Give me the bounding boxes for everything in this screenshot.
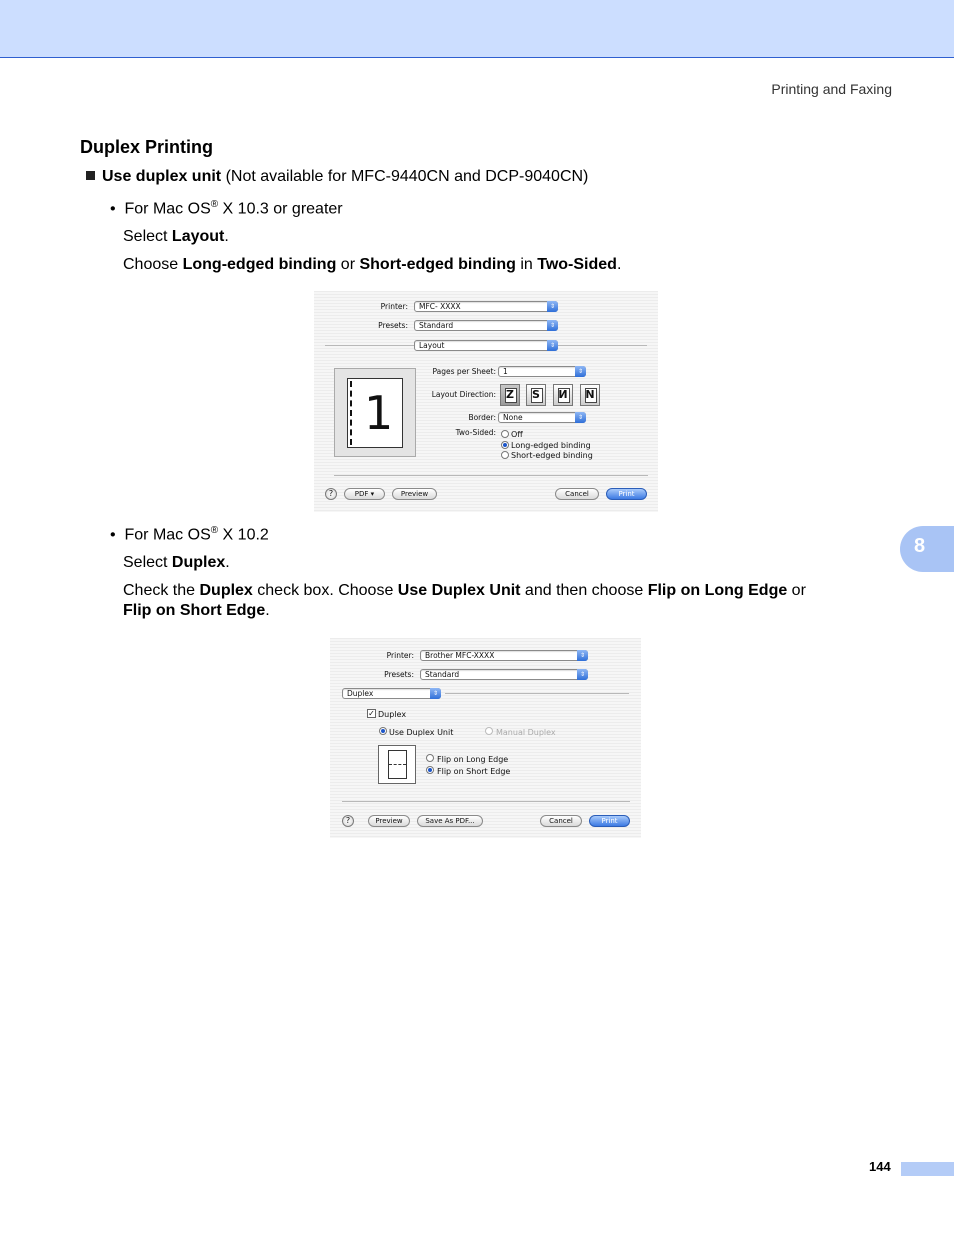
text: or [787,582,806,599]
direction-glyph: Z [506,388,514,401]
text: in [515,256,538,273]
mac102-select [123,554,230,572]
mac102-check-line1 [123,582,806,600]
binding-edge [350,381,352,445]
bold-term: Flip on Short Edge [123,602,266,619]
bold-term: Duplex [171,554,226,571]
stepper-arrows-icon: ⇕ [575,412,586,423]
duplex-preview-box [378,745,416,784]
printer-value: Brother MFC-XXXX [425,651,495,660]
presets-value: Standard [419,321,454,330]
short-edged-binding-radio[interactable] [501,451,509,459]
stepper-arrows-icon: ⇕ [577,669,588,680]
stepper-arrows-icon: ⇕ [575,366,586,377]
presets-label: Presets: [378,321,408,330]
stepper-arrows-icon: ⇕ [547,301,558,312]
bold-term: Long-edged binding [182,256,337,273]
two-sided-label: Two-Sided: [455,428,496,437]
intro-rest: (Not available for MFC-9440CN and DCP-9040CN) [221,168,589,185]
mac103-select [123,228,229,246]
print-dialog-layout [314,291,658,512]
flip-long-edge-label: Flip on Long Edge [437,755,509,764]
flip-short-edge-radio[interactable] [426,766,434,774]
os-prefix: For Mac OS [124,200,211,218]
text: Check the [123,582,200,599]
printer-popup[interactable] [420,650,588,661]
bullet: • [110,200,116,218]
square-bullet-icon [86,171,95,180]
use-duplex-unit-label: Use Duplex Unit [389,728,454,737]
section-title: Duplex Printing [80,137,214,157]
bold-term: Two-Sided [537,256,617,273]
intro-bold: Use duplex unit [102,168,222,185]
os-suffix: X 10.2 [218,526,269,544]
flip-short-edge-label: Flip on Short Edge [437,767,511,776]
mac103-choose [123,256,621,274]
text: Select [123,228,172,245]
two-sided-off-radio[interactable] [501,430,509,438]
pps-value: 1 [503,367,508,376]
registered-mark: ® [210,525,219,536]
fold-line [389,764,406,765]
bold-term: Flip on Long Edge [647,582,788,599]
pages-per-sheet-popup[interactable] [498,366,586,377]
text: . [225,554,230,571]
os-prefix: For Mac OS [124,526,211,544]
stepper-arrows-icon: ⇕ [547,320,558,331]
text: and then choose [520,582,648,599]
preview-box [334,368,416,457]
text: . [224,228,229,245]
bold-term: Use Duplex Unit [397,582,521,599]
print-button[interactable]: Print [606,488,647,500]
page-number-bar [901,1162,954,1176]
bold-term: Short-edged binding [359,256,516,273]
manual-duplex-radio[interactable] [485,727,493,735]
long-edged-label: Long-edged binding [511,441,591,450]
direction-z-button[interactable] [500,384,520,406]
flip-page-icon [388,750,407,779]
text: check box. Choose [252,582,398,599]
preview-page [347,378,403,448]
printer-popup[interactable] [414,301,558,312]
preview-button[interactable]: Preview [392,488,437,500]
bold-term: Duplex [199,582,253,599]
stepper-arrows-icon: ⇕ [577,650,588,661]
panel-value: Layout [419,341,445,350]
help-button[interactable]: ? [342,815,354,827]
flip-long-edge-radio[interactable] [426,754,434,762]
manual-duplex-label: Manual Duplex [496,728,556,737]
off-label: Off [511,430,523,439]
direction-glyph: И [558,388,568,401]
bullet: • [110,526,116,544]
registered-mark: ® [210,199,219,210]
preview-button[interactable]: Preview [368,815,410,827]
os-suffix: X 10.3 or greater [218,200,343,218]
bold-term: Layout [171,228,225,245]
pages-per-sheet-label: Pages per Sheet: [432,367,496,376]
chapter-number: 8 [914,535,926,557]
layout-direction-label: Layout Direction: [431,390,496,399]
direction-n-button[interactable] [580,384,600,406]
text: Choose [123,256,183,273]
mac102-check-line2 [123,602,270,620]
text: . [265,602,270,619]
printer-label: Printer: [380,302,408,311]
text: Select [123,554,172,571]
short-edged-label: Short-edged binding [511,451,593,460]
panel-popup[interactable] [342,688,441,699]
help-button[interactable]: ? [325,488,337,500]
print-button[interactable]: Print [589,815,630,827]
direction-glyph: S [532,388,540,401]
stepper-arrows-icon: ⇕ [430,688,441,699]
border-popup[interactable] [498,412,586,423]
presets-popup[interactable] [420,669,588,680]
panel-value: Duplex [347,689,374,698]
cancel-button[interactable]: Cancel [555,488,599,500]
stepper-arrows-icon: ⇕ [547,340,558,351]
pdf-button[interactable]: PDF ▾ [344,488,385,500]
use-duplex-unit-radio[interactable] [379,727,387,735]
duplex-checkbox[interactable]: ✓ [368,709,375,718]
border-label: Border: [468,413,496,422]
panel-popup[interactable] [414,340,558,351]
presets-value: Standard [425,670,460,679]
save-as-pdf-button[interactable]: Save As PDF... [417,815,483,827]
divider [342,801,630,802]
border-value: None [503,413,523,422]
print-dialog-duplex [330,638,641,838]
text: or [336,256,360,273]
long-edged-binding-radio[interactable] [501,441,509,449]
printer-value: MFC- XXXX [419,302,461,311]
direction-glyph: N [585,388,595,401]
divider [334,475,648,476]
text: . [616,256,622,273]
printer-label: Printer: [386,651,414,660]
page-number: 144 [869,1159,891,1174]
presets-label: Presets: [384,670,414,679]
cancel-button[interactable]: Cancel [540,815,582,827]
direction-s-button[interactable] [526,384,546,406]
duplex-checkbox-label: Duplex [378,710,407,719]
mac102-heading [110,525,269,544]
chapter-tab [900,526,954,572]
running-head: Printing and Faxing [771,81,892,97]
preview-number: 1 [364,386,394,440]
divider [445,693,629,694]
presets-popup[interactable] [414,320,558,331]
header-band [0,0,954,58]
intro-line [86,168,588,186]
direction-rev-n-button[interactable] [553,384,573,406]
mac103-heading [110,199,343,218]
